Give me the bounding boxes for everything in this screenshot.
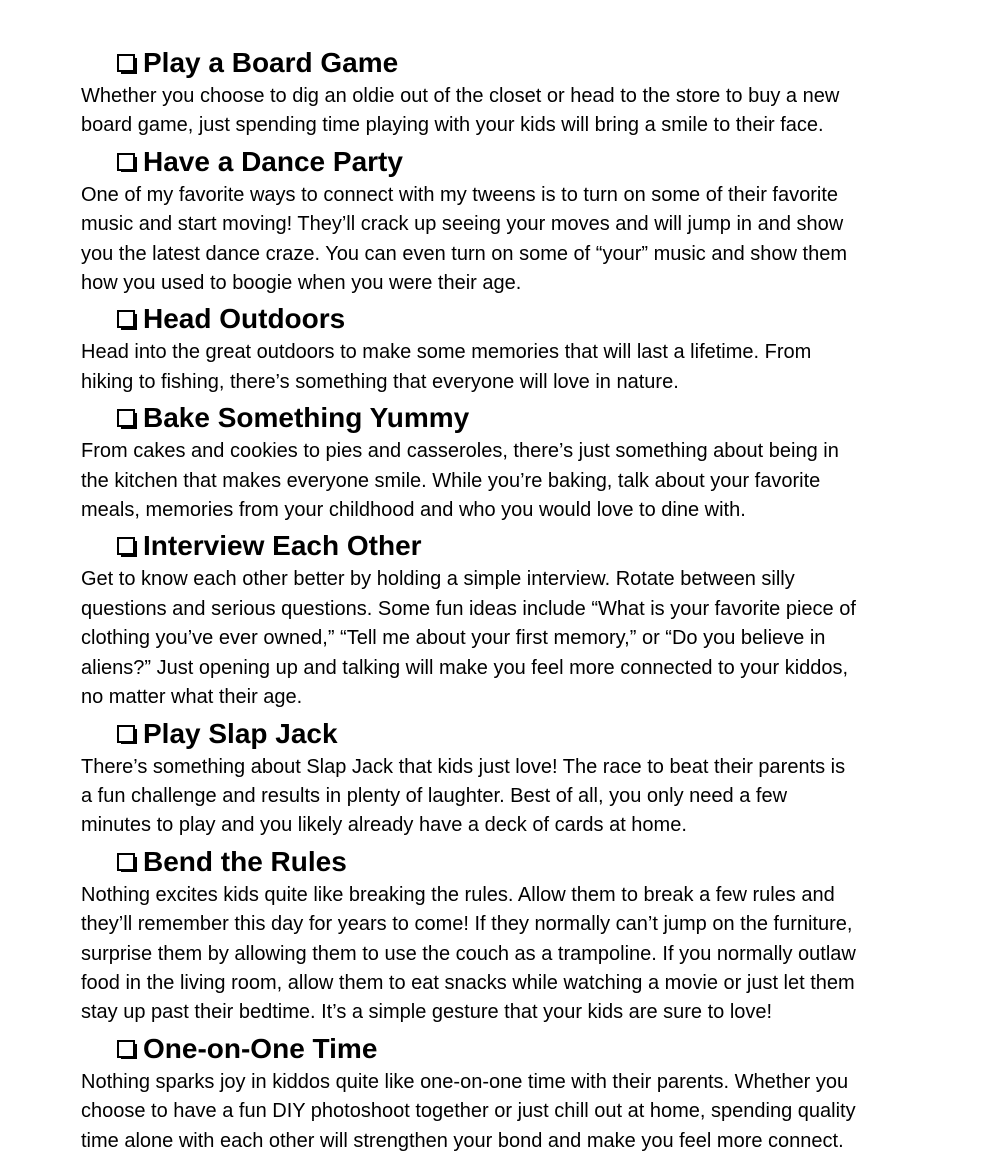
activity-item	[81, 715, 921, 841]
text-line: time alone with each other will strengthen your bond and make you feel more connect.	[81, 1129, 844, 1152]
activity-heading	[117, 44, 921, 82]
text-line: questions and serious questions. Some fun ideas include “What is your favorite piece of	[81, 597, 856, 620]
checkbox-icon[interactable]	[117, 54, 135, 72]
activity-heading	[117, 715, 921, 753]
activity-description	[81, 82, 921, 141]
text-line: a fun challenge and results in plenty of laughter. Best of all, you only need a few	[81, 784, 788, 807]
activity-item	[81, 399, 921, 525]
activity-heading	[117, 300, 921, 338]
activity-item	[81, 527, 921, 712]
text-line: surprise them by allowing them to use the couch as a trampoline. If you normally outlaw	[81, 942, 856, 965]
activity-description	[81, 1068, 921, 1156]
text-line: they’ll remember this day for years to come! If they normally can’t jump on the furniture,	[81, 913, 853, 936]
text-line: There’s something about Slap Jack that kids just love! The race to beat their parents is	[81, 755, 846, 778]
text-line: Get to know each other better by holding a simple interview. Rotate between silly	[81, 568, 795, 591]
text-line: no matter what their age.	[81, 686, 303, 709]
text-line: you the latest dance craze. You can even turn on some of “your” music and show them	[81, 242, 847, 265]
text-line: board game, just spending time playing with your kids will bring a smile to their face.	[81, 114, 824, 137]
activity-heading	[117, 399, 921, 437]
text-line: stay up past their bedtime. It’s a simple gesture that your kids are sure to love!	[81, 1001, 773, 1024]
activity-item	[81, 44, 921, 141]
text-line: meals, memories from your childhood and who you would love to dine with.	[81, 499, 746, 522]
activity-heading	[117, 843, 921, 881]
activity-title: Have a Dance Party	[143, 145, 403, 177]
checkbox-icon[interactable]	[117, 310, 135, 328]
activity-heading	[117, 1030, 921, 1068]
checkbox-icon[interactable]	[117, 1040, 135, 1058]
checkbox-icon[interactable]	[117, 409, 135, 427]
checkbox-icon[interactable]	[117, 537, 135, 555]
text-line: aliens?” Just opening up and talking will make you feel more connected to your kiddos,	[81, 656, 849, 679]
activity-list	[81, 44, 921, 1158]
activity-heading	[117, 527, 921, 565]
activity-item	[81, 1030, 921, 1156]
activity-description	[81, 881, 921, 1028]
activity-item	[81, 143, 921, 299]
activity-description	[81, 565, 921, 712]
activity-heading	[117, 143, 921, 181]
activity-title: Play Slap Jack	[143, 717, 338, 749]
activity-item	[81, 843, 921, 1028]
activity-description	[81, 338, 921, 397]
text-line: hiking to fishing, there’s something that everyone will love in nature.	[81, 370, 679, 393]
checkbox-icon[interactable]	[117, 853, 135, 871]
text-line: Nothing sparks joy in kiddos quite like one-on-one time with their parents. Whether you	[81, 1070, 849, 1093]
text-line: choose to have a fun DIY photoshoot together or just chill out at home, spending quality	[81, 1100, 856, 1123]
activity-description	[81, 181, 921, 299]
text-line: food in the living room, allow them to eat snacks while watching a movie or just let them	[81, 971, 855, 994]
activity-title: Bend the Rules	[143, 845, 347, 877]
activity-item	[81, 300, 921, 397]
activity-description	[81, 437, 921, 525]
checkbox-icon[interactable]	[117, 153, 135, 171]
activity-title: One-on-One Time	[143, 1032, 378, 1064]
text-line: From cakes and cookies to pies and casseroles, there’s just something about being in	[81, 440, 839, 463]
text-line: One of my favorite ways to connect with my tweens is to turn on some of their favorite	[81, 183, 838, 206]
activity-title: Play a Board Game	[143, 47, 399, 78]
text-line: Nothing excites kids quite like breaking the rules. Allow them to break a few rules and	[81, 883, 835, 906]
text-line: minutes to play and you likely already have a deck of cards at home.	[81, 814, 687, 837]
text-line: how you used to boogie when you were their age.	[81, 272, 522, 295]
text-line: music and start moving! They’ll crack up seeing your moves and will jump in and show	[81, 213, 844, 236]
text-line: clothing you’ve ever owned,” “Tell me about your first memory,” or “Do you believe in	[81, 627, 826, 650]
checkbox-icon[interactable]	[117, 725, 135, 743]
activity-title: Interview Each Other	[143, 530, 422, 562]
text-line: the kitchen that makes everyone smile. While you’re baking, talk about your favorite	[81, 469, 821, 492]
activity-title: Head Outdoors	[143, 303, 346, 335]
text-line: Head into the great outdoors to make some memories that will last a lifetime. From	[81, 341, 812, 364]
activity-description	[81, 753, 921, 841]
activity-title: Bake Something Yummy	[143, 402, 470, 434]
text-line: Whether you choose to dig an oldie out of the closet or head to the store to buy a new	[81, 85, 840, 107]
